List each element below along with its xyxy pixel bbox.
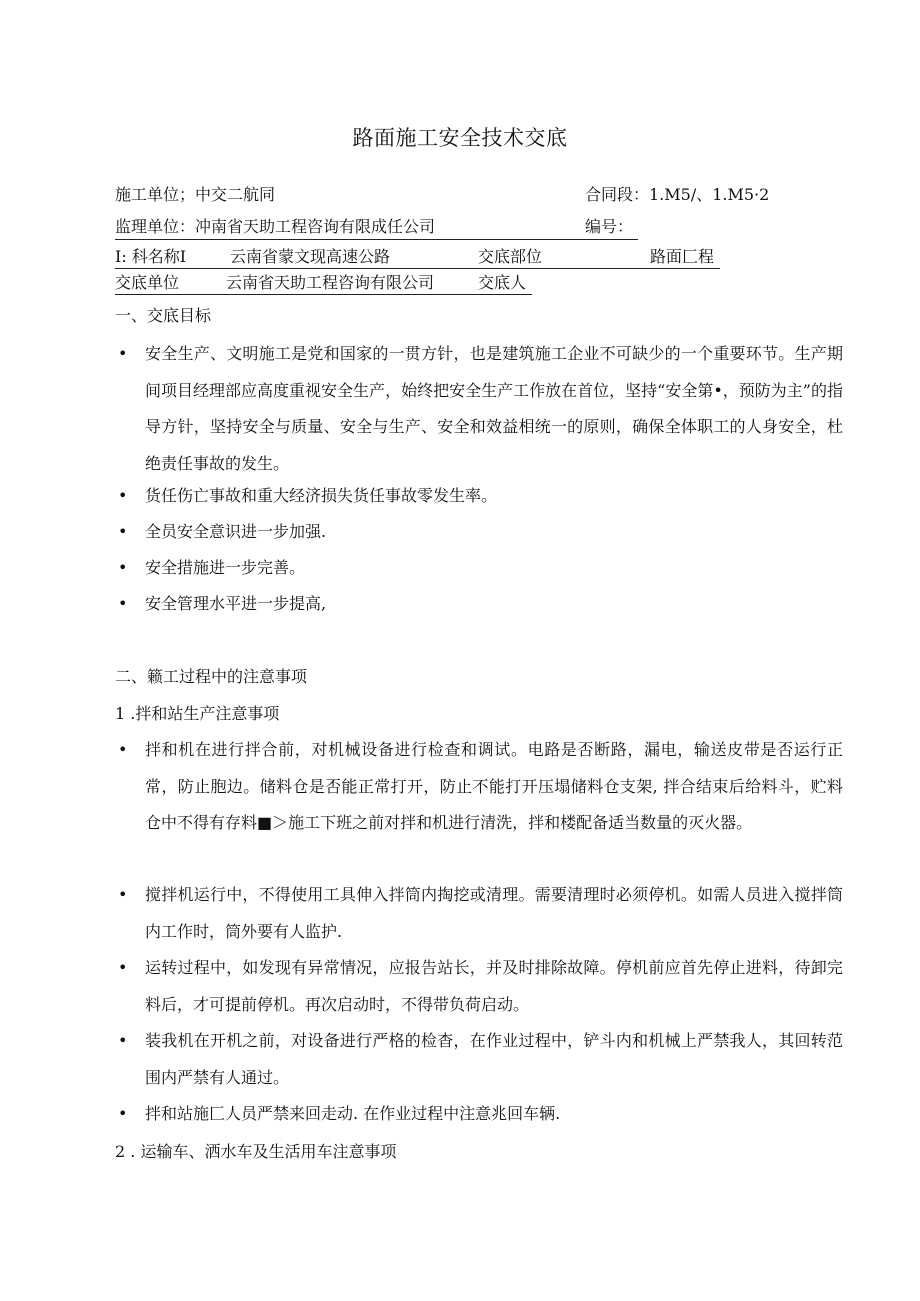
bullet-dot-icon: • (118, 958, 128, 977)
list-item-text: 全员安全意识进一步加强. (145, 522, 327, 541)
disclosure-unit-value: 云南省天助工程咨询有限公司 (226, 273, 435, 292)
bullet-dot-icon: • (118, 522, 128, 541)
list-item (118, 336, 843, 482)
bullet-dot-icon: • (118, 344, 128, 363)
list-item (118, 1023, 843, 1096)
project-name-value: 云南省蒙文现高速公路 (230, 247, 391, 266)
bullet-dot-icon: • (118, 1031, 128, 1050)
list-item (118, 514, 843, 551)
discloser-label: 交底人 (478, 273, 527, 292)
underline (115, 294, 532, 295)
underline (115, 268, 720, 269)
list-item (118, 877, 843, 950)
subsection-heading: 1 .拌和站生产注意事项 (115, 704, 280, 723)
project-name-label: I: 科名称I (115, 247, 187, 266)
list-item-text: 搅拌机运行中，不得使用工具伸入拌筒内掏挖或清理。需要清理时必须停机。如需人员进入搅拌筒内工作时，筒外要有人监护. (145, 885, 843, 941)
bullet-dot-icon: • (118, 1104, 128, 1123)
bullet-dot-icon: • (118, 594, 128, 613)
construction-unit: 施工单位；中交二航同 (115, 185, 276, 204)
bullet-dot-icon: • (118, 885, 128, 904)
list-item (118, 950, 843, 1023)
number-label: 编号： (585, 217, 634, 236)
list-item-text: 拌和站施匚人员严禁来回走动. 在作业过程中注意兆回车辆. (145, 1104, 561, 1123)
bullet-dot-icon: • (118, 740, 128, 759)
list-item-text: 拌和机在进行拌合前，对机械设备进行检查和调试。电路是否断路，漏电，输送皮带是否运行正常，防止胞边。储料仓是否能正常打开，防止不能打开压塌储料仓支架, 拌合结束后给料斗，贮料仓中不得有存料■＞施工下班之前对拌和机进行清洗，拌和楼配备适当数量的灭火器。 (145, 740, 843, 832)
subsection-heading: 2 . 运输车、洒水车及生活用车注意事项 (115, 1142, 397, 1161)
section-heading: 二、籁工过程中的注意事项 (115, 667, 308, 686)
list-item-text: 货任伤亡事故和重大经济损失货任事故零发生率。 (145, 486, 498, 505)
bullet-dot-icon: • (118, 558, 128, 577)
list-item (118, 586, 843, 623)
supervision-unit: 监理单位：冲南省天助工程咨询有限成任公司 (115, 217, 436, 236)
list-item (118, 732, 843, 842)
underline (115, 239, 638, 240)
list-item-text: 装我机在开机之前，对设备进行严格的检杳，在作业过程中，铲斗内和机械上严禁我人，其回转范围内严禁有人通过。 (145, 1031, 843, 1087)
document-title: 路面施工安全技术交底 (352, 126, 568, 150)
section-heading: 一、交底目标 (115, 306, 212, 325)
list-item (118, 478, 843, 515)
contract-section: 合同段：1.M5/、1.M5·2 (585, 185, 770, 204)
bullet-dot-icon: • (118, 486, 128, 505)
list-item (118, 550, 843, 587)
list-item-text: 安全管理水平进一步提高, (145, 594, 327, 613)
list-item-text: 安全措施进一步完善。 (145, 558, 306, 577)
list-item (118, 1096, 843, 1133)
list-item-text: 运转过程中，如发现有异常情况，应报告站长，并及时排除故障。停机前应首先停止进料，待卸完料后，才可提前停机。再次启动时，不得带负荷启动。 (145, 958, 843, 1014)
list-item-text: 安全生产、文明施工是党和国家的一贯方针，也是建筑施工企业不可缺少的一个重要环节。生产期间项目经理部应高度重视安全生产，始终把安全生产工作放在首位，坚持“安全第•，预防为主”的指导方针，坚持安全与质量、安全与生产、安全和效益相统一的原则，确保全体职工的人身安全，杜绝责任事故的发生。 (145, 344, 843, 473)
disclosure-part-label: 交底部位 (478, 247, 543, 266)
disclosure-part-value: 路面匚程 (650, 247, 715, 266)
disclosure-unit-label: 交底单位 (115, 273, 180, 292)
